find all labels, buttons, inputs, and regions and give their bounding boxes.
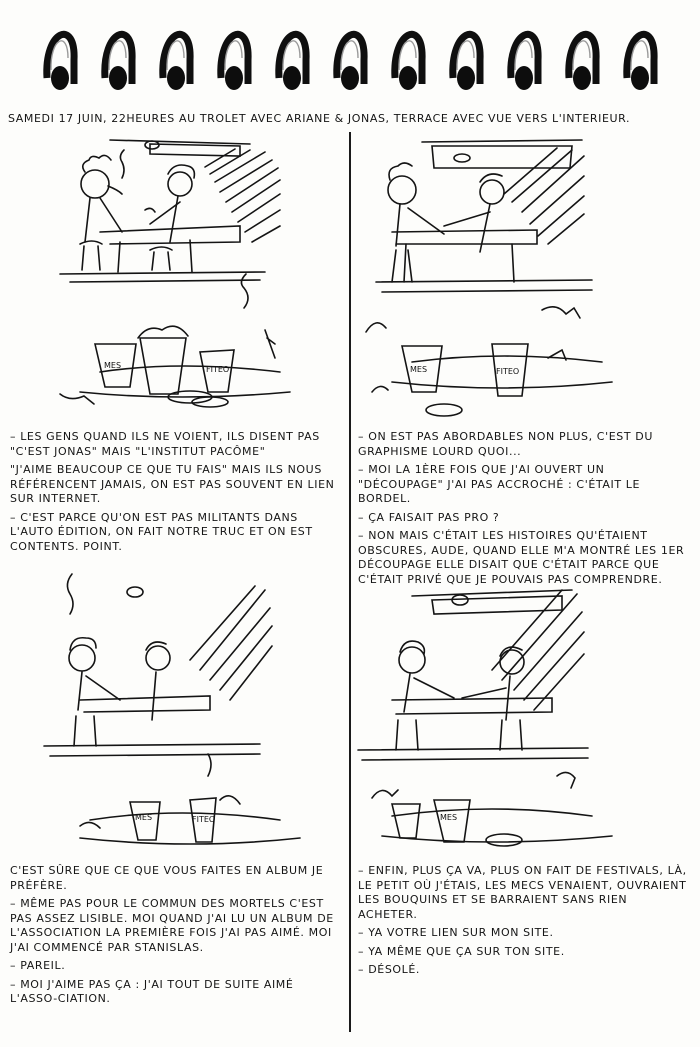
dialogue-line: – DÉSOLÉ. [358, 963, 421, 977]
glass-label-mes: MES [440, 813, 458, 822]
column-divider [349, 132, 351, 1032]
binding-ring [105, 34, 132, 90]
glass-label-mes: MES [410, 365, 428, 374]
dialogue-line: – ON EST PAS ABORDABLES NON PLUS, C'EST DU GRAPHISME LOURD QUOI... [358, 430, 653, 458]
panel-bar-scene-top-right [352, 132, 692, 422]
binding-ring [163, 34, 190, 90]
binding-ring [47, 34, 74, 90]
dialogue-top-left [10, 430, 340, 558]
binding-ring [221, 34, 248, 90]
dialogue-line: – YA MÊME QUE ÇA SUR TON SITE. [358, 944, 565, 958]
page-header-caption: SAMEDI 17 JUIN, 22HEURES AU TROLET AVEC ARIANE & JONAS, TERRACE AVEC VUE VERS L'INTERIEUR. [8, 112, 631, 125]
window-hatching-icon [205, 149, 280, 242]
dialogue-line: – LES GENS QUAND ILS NE VOIENT, ILS DISENT PAS "C'EST JONAS" MAIS "L'INSTITUT PACÔME" [10, 430, 320, 458]
panel-bar-scene-bottom-right [352, 580, 692, 850]
dialogue-line: – MOI J'AIME PAS ÇA : J'AI TOUT DE SUITE AIMÉ L'ASSO-CIATION. [10, 977, 294, 1006]
dialogue-line: C'EST SÛRE QUE CE QUE VOUS FAITES EN ALBUM JE PRÉFÈRE. [10, 864, 324, 892]
glass-label-fiteo: FITEO [192, 815, 216, 824]
panel-bar-scene-top-left [40, 132, 340, 422]
binding-ring [279, 34, 306, 90]
dialogue-top-right [358, 430, 688, 591]
window-hatching-icon [190, 586, 272, 700]
dialogue-bottom-left [10, 864, 340, 1011]
glass-label-fiteo: FITEO [206, 365, 230, 374]
binding-ring [453, 34, 480, 90]
dialogue-line: – ÇA FAISAIT PAS PRO ? [358, 510, 500, 524]
dialogue-line: "J'AIME BEAUCOUP CE QUE TU FAIS" MAIS ILS NOUS RÉFÉRENCENT JAMAIS, ON EST PAS SOUVENT EN LIEN SUR INTERNET. [10, 463, 335, 506]
dialogue-bottom-right [358, 864, 688, 982]
glass-label-fiteo: FITEO [496, 367, 520, 376]
binding-ring [569, 34, 596, 90]
glass-label-mes: MES [104, 361, 122, 370]
dialogue-line: – MOI LA 1ÈRE FOIS QUE J'AI OUVERT UN "DÉCOUPAGE" J'AI PAS ACCROCHÉ : C'ÉTAIT LE BORDEL. [358, 463, 641, 506]
dialogue-line: – MÊME PAS POUR LE COMMUN DES MORTELS C'EST PAS ASSEZ LISIBLE. MOI QUAND J'AI LU UN ALBUM DE L'ASSOCIATION LA PREMIÈRE FOIS J'AI PAS AIMÉ. MOI J'AI COMMENCÉ PAR STANISLAS. [10, 897, 334, 954]
binding-ring [337, 34, 364, 90]
binding-ring [511, 34, 538, 90]
window-hatching-icon [492, 590, 584, 710]
spiral-binding [0, 0, 700, 105]
binding-ring [395, 34, 422, 90]
glass-label-mes: MES [135, 813, 153, 822]
panel-bar-scene-bottom-left [40, 580, 340, 850]
dialogue-line: – ENFIN, PLUS ÇA VA, PLUS ON FAIT DE FESTIVALS, LÀ, LE PETIT OÙ J'ÉTAIS, LES MECS VENAIENT, OUVRAIENT LES BOUQUINS ET SE BARRAIENT SANS RIEN ACHETER. [358, 864, 687, 921]
dialogue-line: – PAREIL. [10, 959, 66, 973]
binding-ring [627, 34, 654, 90]
dialogue-line: – YA VOTRE LIEN SUR MON SITE. [358, 926, 554, 940]
dialogue-line: – NON MAIS C'ÉTAIT LES HISTOIRES QU'ÉTAIENT OBSCURES, AUDE, QUAND ELLE M'A MONTRÉ LES 1ER DÉCOUPAGE ELLE DISAIT QUE C'ÉTAIT PARCE QUE C'ÉTAIT PRIVÉ QUE JE POUVAIS PAS COMPRENDRE. [358, 529, 685, 586]
dialogue-line: – C'EST PARCE QU'ON EST PAS MILITANTS DANS L'AUTO ÉDITION, ON FAIT NOTRE TRUC ET ON EST CONTENTS. POINT. [10, 510, 313, 553]
